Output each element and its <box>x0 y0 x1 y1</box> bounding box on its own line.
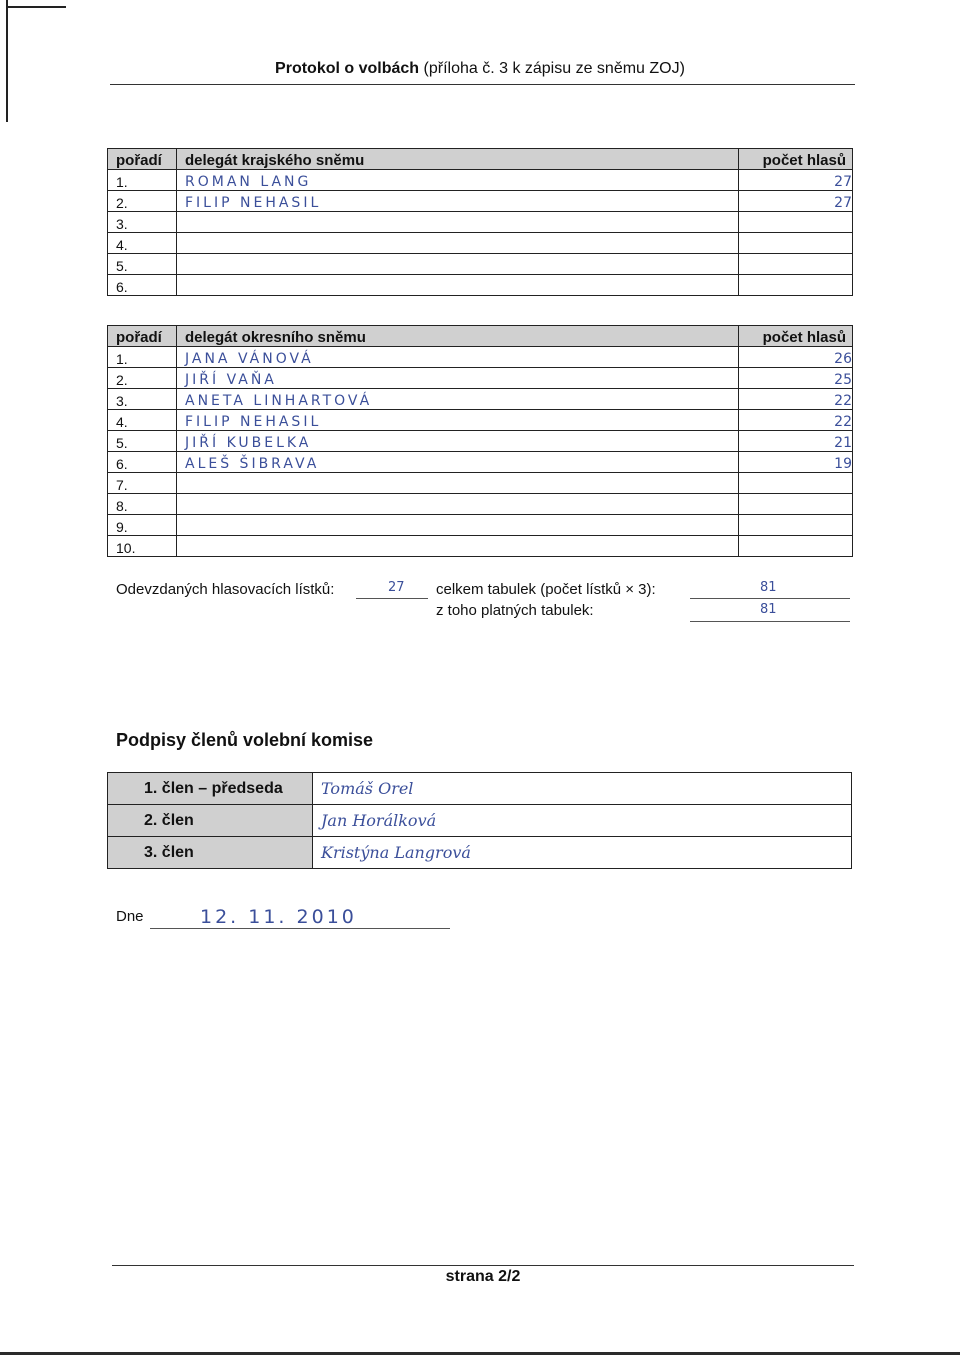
header-votes: počet hlasů <box>739 149 853 170</box>
row-vote-count: 22 <box>739 389 853 410</box>
header-delegate: delegát krajského sněmu <box>177 149 739 170</box>
row-delegate-name: FILIP NEHASIL <box>177 410 739 431</box>
row-order: 3. <box>108 212 177 233</box>
table-row <box>108 347 853 368</box>
row-order: 8. <box>108 494 177 515</box>
row-order: 6. <box>108 452 177 473</box>
row-delegate-name: JANA VÁNOVÁ <box>177 347 739 368</box>
table-row <box>108 494 853 515</box>
row-vote-count <box>739 473 853 494</box>
row-order: 7. <box>108 473 177 494</box>
signature-row <box>108 805 852 837</box>
row-vote-count <box>739 254 853 275</box>
table-row <box>108 254 853 275</box>
page-number: strana 2/2 <box>445 1268 521 1285</box>
member-role: 3. člen <box>108 837 313 869</box>
table-header-row <box>108 326 853 347</box>
row-order: 10. <box>108 536 177 557</box>
row-order: 1. <box>108 170 177 191</box>
header-order: pořadí <box>108 326 177 347</box>
header-votes: počet hlasů <box>739 326 853 347</box>
row-order: 9. <box>108 515 177 536</box>
row-vote-count: 27 <box>739 170 853 191</box>
table-row <box>108 275 853 296</box>
date-label: Dne <box>116 908 144 925</box>
row-delegate-name: ANETA LINHARTOVÁ <box>177 389 739 410</box>
row-vote-count <box>739 494 853 515</box>
row-order: 2. <box>108 191 177 212</box>
ballots-label: Odevzdaných hlasovacích lístků: <box>116 581 335 598</box>
table-row <box>108 431 853 452</box>
date-line <box>150 928 450 929</box>
row-delegate-name: ROMAN LANG <box>177 170 739 191</box>
title-rest: (příloha č. 3 k zápisu ze sněmu ZOJ) <box>419 60 685 77</box>
member-signature: Kristýna Langrová <box>313 837 852 869</box>
table-row <box>108 233 853 254</box>
row-order: 5. <box>108 431 177 452</box>
table-row <box>108 410 853 431</box>
table-row <box>108 536 853 557</box>
total-tables-value: 81 <box>760 580 777 595</box>
row-vote-count <box>739 275 853 296</box>
footer-divider <box>112 1265 854 1266</box>
member-role: 1. člen – předseda <box>108 773 313 805</box>
signature-row <box>108 773 852 805</box>
row-order: 4. <box>108 233 177 254</box>
row-vote-count <box>739 515 853 536</box>
valid-tables-line <box>690 621 850 622</box>
page-title <box>0 60 960 78</box>
ballots-line <box>356 598 428 599</box>
member-signature: Jan Horálková <box>313 805 852 837</box>
row-vote-count <box>739 536 853 557</box>
valid-tables-label: z toho platných tabulek: <box>436 602 594 619</box>
row-vote-count: 25 <box>739 368 853 389</box>
valid-tables-value: 81 <box>760 602 777 617</box>
row-delegate-name <box>177 494 739 515</box>
row-delegate-name: ALEŠ ŠIBRAVA <box>177 452 739 473</box>
table-row <box>108 212 853 233</box>
row-order: 5. <box>108 254 177 275</box>
table-row <box>108 389 853 410</box>
signature-row <box>108 837 852 869</box>
row-delegate-name <box>177 275 739 296</box>
row-delegate-name <box>177 515 739 536</box>
row-vote-count: 21 <box>739 431 853 452</box>
scan-edge-bottom <box>0 1352 960 1355</box>
row-delegate-name: FILIP NEHASIL <box>177 191 739 212</box>
date-value: 12. 11. 2010 <box>200 906 357 928</box>
total-tables-line <box>690 598 850 599</box>
row-delegate-name: JIŘÍ VAŇA <box>177 368 739 389</box>
table-row <box>108 452 853 473</box>
row-delegate-name <box>177 536 739 557</box>
title-bold: Protokol o volbách <box>275 60 420 77</box>
row-delegate-name: JIŘÍ KUBELKA <box>177 431 739 452</box>
table-row <box>108 473 853 494</box>
scan-edge-mark-top <box>6 6 66 8</box>
row-order: 2. <box>108 368 177 389</box>
row-delegate-name <box>177 233 739 254</box>
row-delegate-name <box>177 254 739 275</box>
header-order: pořadí <box>108 149 177 170</box>
member-role: 2. člen <box>108 805 313 837</box>
table-row <box>108 515 853 536</box>
regional-delegates-table <box>107 148 853 296</box>
row-order: 4. <box>108 410 177 431</box>
row-vote-count <box>739 212 853 233</box>
row-delegate-name <box>177 212 739 233</box>
ballots-value: 27 <box>388 580 405 595</box>
table-header-row <box>108 149 853 170</box>
row-order: 6. <box>108 275 177 296</box>
table-row <box>108 368 853 389</box>
row-vote-count: 22 <box>739 410 853 431</box>
row-vote-count: 19 <box>739 452 853 473</box>
row-delegate-name <box>177 473 739 494</box>
row-vote-count: 27 <box>739 191 853 212</box>
district-delegates-table <box>107 325 853 557</box>
row-vote-count <box>739 233 853 254</box>
header-delegate: delegát okresního sněmu <box>177 326 739 347</box>
signatures-table <box>107 772 852 869</box>
member-signature: Tomáš Orel <box>313 773 852 805</box>
row-order: 1. <box>108 347 177 368</box>
row-order: 3. <box>108 389 177 410</box>
signatures-title: Podpisy členů volební komise <box>116 730 374 750</box>
total-tables-label: celkem tabulek (počet lístků × 3): <box>436 581 656 598</box>
row-vote-count: 26 <box>739 347 853 368</box>
title-divider <box>110 84 855 85</box>
table-row <box>108 170 853 191</box>
table-row <box>108 191 853 212</box>
